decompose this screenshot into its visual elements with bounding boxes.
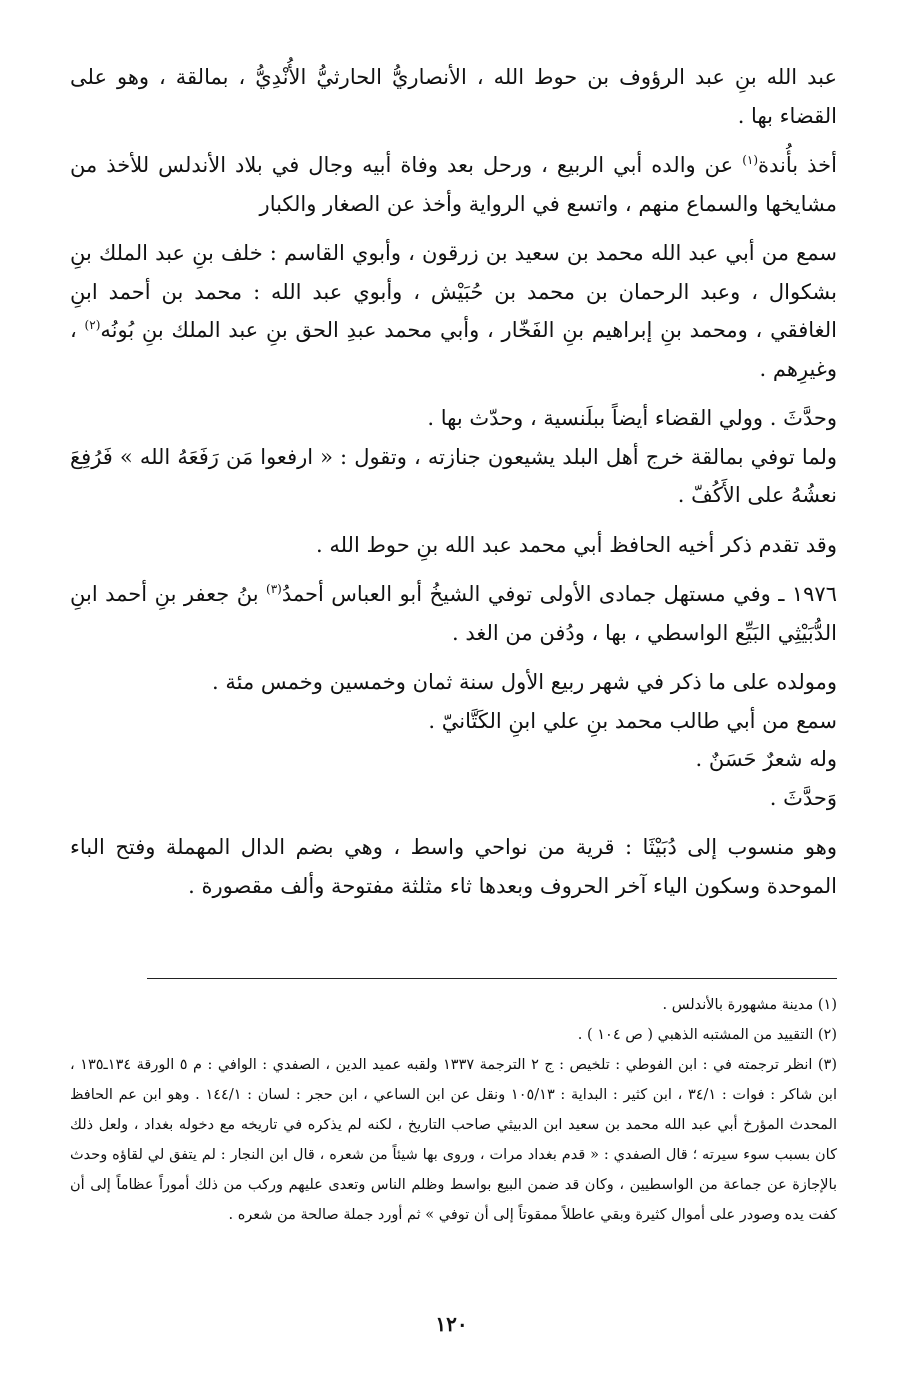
paragraph-3-start: سمع من أبي عبد الله محمد بن سعيد بن زرقون ، وأبوي القاسم : خلف بنِ عبد الملك بنِ بشكوال ، وعبد الرحمان بن محمد بن حُبَيْش ، وأبوي عبد الله : محمد بن أحمد ابنِ الغافقي ، ومحمد بنِ إبراهيم بنِ الفَخّار ، وأبي محمد عبدِ الحق بنِ عبد الملك بنِ بُونُه — [70, 241, 838, 342]
paragraph-9: سمع من أبي طالب محمد بنِ علي ابنِ الكَتَّانيّ . — [428, 708, 837, 733]
footnote-divider — [147, 978, 837, 979]
paragraph-2-start: أخذ بأُندة — [758, 153, 837, 177]
paragraph-11: وَحدَّثَ . — [769, 785, 837, 810]
paragraph-1: عبد الله بنِ عبد الرؤوف بن حوط الله ، الأنصاريُّ الحارثيُّ الأُنْدِيُّ ، بمالقة ، وهو على القضاء بها . — [70, 65, 837, 128]
paragraph-10: وله شعرٌ حَسَنٌ . — [695, 747, 837, 771]
paragraph-2-end: عن والده أبي الربيع ، ورحل بعد وفاة أبيه وجال في بلاد الأندلس للأخذ من مشايخها والسماع منهم ، واتسع في الرواية وأخذ عن الصغار والكبار — [70, 153, 837, 216]
paragraph-12: وهو منسوب إلى دُبَيْثَا : قرية من نواحي واسط ، وهي بضم الدال المهملة وفتح الباء الموحدة وسكون الياء آخر الحروف وبعدها ثاء مثلثة مفتوحة وألف مقصورة . — [70, 835, 837, 898]
footnote-ref-1: (١) — [742, 153, 759, 167]
main-text — [70, 58, 837, 905]
paragraph-5: ولما توفي بمالقة خرج أهل البلد يشيعون جنازته ، وتقول : « ارفعوا مَن رَفَعَهُ الله » فَرُفِعَ نعشُهُ على الأَكُفّ . — [70, 444, 837, 507]
entry-1976-start: ١٩٧٦ ـ وفي مستهل جمادى الأولى توفي الشيخُ أبو العباس أحمدُ — [281, 582, 837, 606]
footnote-2: (٢) التقييد من المشتبه الذهبي ( ص ١٠٤ ) . — [577, 1027, 837, 1043]
entry-1976 — [70, 575, 837, 652]
paragraph-2 — [70, 146, 837, 223]
paragraph-3 — [70, 234, 837, 388]
footnotes — [70, 990, 837, 1230]
footnote-ref-3: (٣) — [266, 582, 282, 596]
page-number: ١٢٠ — [435, 1312, 468, 1336]
paragraph-6: وقد تقدم ذكر أخيه الحافظ أبي محمد عبد الله بنِ حوط الله . — [316, 532, 837, 557]
entry-1976-end: بنُ جعفر بنِ أحمد ابنِ الدُّبَيْثِي البَيِّع الواسطي ، بها ، ودُفن من الغد . — [70, 582, 837, 645]
paragraph-3-end: ، وغيرِهم . — [70, 318, 837, 381]
paragraph-4: وحدَّثَ . وولي القضاء أيضاً ببلَنسية ، وحدّث بها . — [427, 406, 837, 430]
paragraph-8: ومولده على ما ذكر في شهر ربيع الأول سنة ثمان وخمسين وخمس مئة . — [212, 670, 837, 694]
footnote-ref-2: (٢) — [84, 318, 101, 332]
footnote-1: (١) مدينة مشهورة بالأندلس . — [662, 997, 837, 1013]
footnote-3: (٣) انظر ترجمته في : ابن الفوطي : تلخيص : ج ٢ الترجمة ١٣٣٧ ولقبه عميد الدين ، الصفدي : الوافي : م ٥ الورقة ١٣٤ـ١٣٥ ، ابن شاكر : فوات : ٣٤/١ ، ابن كثير : البداية : ١٠٥/١٣ ونقل عن ابن الساعي ، ابن حجر : لسان : ١٤٤/١ . وهو ابن عم الحافظ المحدث المؤرخ أبي عبد الله محمد بن سعيد ابن الدبيثي صاحب التاريخ ، لكنه لم يذكره في تاريخه مع دخوله بغداد ، ولعل ذلك كان بسبب سوء سيرته ؛ قال الصفدي : « قدم بغداد مرات ، وروى بها شيئاً من شعره ، قال ابن النجار : لم يتفق لي لقاؤه وحدث بالإجازة عن جماعة من الواسطيين ، وكان قد ضمن البيع بواسط وظلم الناس وتعدى عليهم وركب من ذلك أموراً عظاماً إلى أن كفت يده وصودر على أموال كثيرة وبقي عاطلاً ممقوتاً إلى أن توفي » ثم أورد جملة صالحة من شعره . — [70, 1057, 838, 1223]
